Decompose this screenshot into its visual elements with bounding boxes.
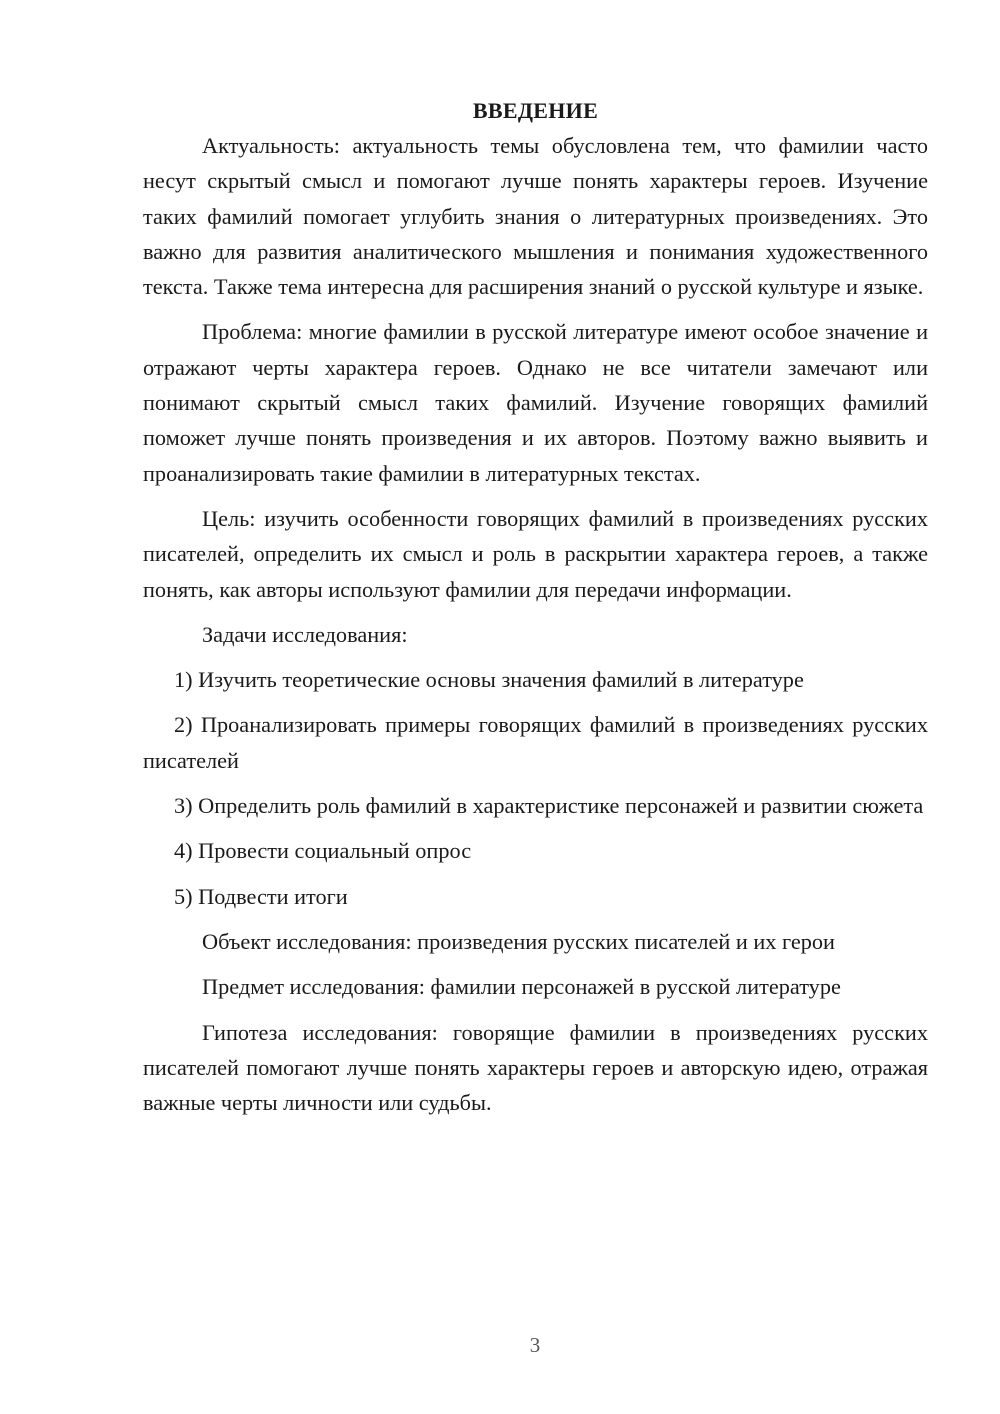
- page-title: ВВЕДЕНИЕ: [472, 98, 599, 123]
- paragraph-goal: Цель: изучить особенности говорящих фамилий в произведениях русских писателей, определить их смысл и роль в раскрытии характера героев, а также понять, как авторы используют фамилии для передачи информации.: [143, 505, 928, 602]
- task-item-1: 1) Изучить теоретические основы значения фамилий в литературе: [174, 667, 804, 693]
- task-item-4: 4) Провести социальный опрос: [174, 838, 472, 864]
- paragraph-subject: Предмет исследования: фамилии персонажей в русской литературе: [202, 974, 841, 1000]
- task-item-3: 3) Определить роль фамилий в характеристике персонажей и развитии сюжета: [174, 793, 924, 819]
- paragraph-hypothesis: Гипотеза исследования: говорящие фамилии в произведениях русских писателей помогают лучше понять характеры героев и авторскую идею, отражая важные черты личности или судьбы.: [143, 1019, 928, 1116]
- paragraph-tasks-heading: Задачи исследования:: [202, 621, 408, 647]
- task-item-2: 2) Проанализировать примеры говорящих фамилий в произведениях русских писателей: [143, 712, 928, 773]
- document-page: [143, 93, 928, 1120]
- paragraph-problem: Проблема: многие фамилии в русской литературе имеют особое значение и отражают черты характера героев. Однако не все читатели замечают или понимают скрытый смысл таких фамилий. Изучение говорящих фамилий поможет лучше понять произведения и их авторов. Поэтому важно выявить и проанализировать такие фамилии в литературных текстах.: [143, 319, 928, 486]
- task-item-5: 5) Подвести итоги: [174, 883, 348, 909]
- page-number: 3: [529, 1333, 541, 1357]
- paragraph-relevance: Актуальность: актуальность темы обусловлена тем, что фамилии часто несут скрытый смысл и помогают лучше понять характеры героев. Изучение таких фамилий помогает углубить знания о литературных произведениях. Это важно для развития аналитического мышления и понимания художественного текста. Также тема интересна для расширения знаний о русской культуре и языке.: [143, 133, 928, 300]
- paragraph-object: Объект исследования: произведения русских писателей и их герои: [202, 928, 835, 954]
